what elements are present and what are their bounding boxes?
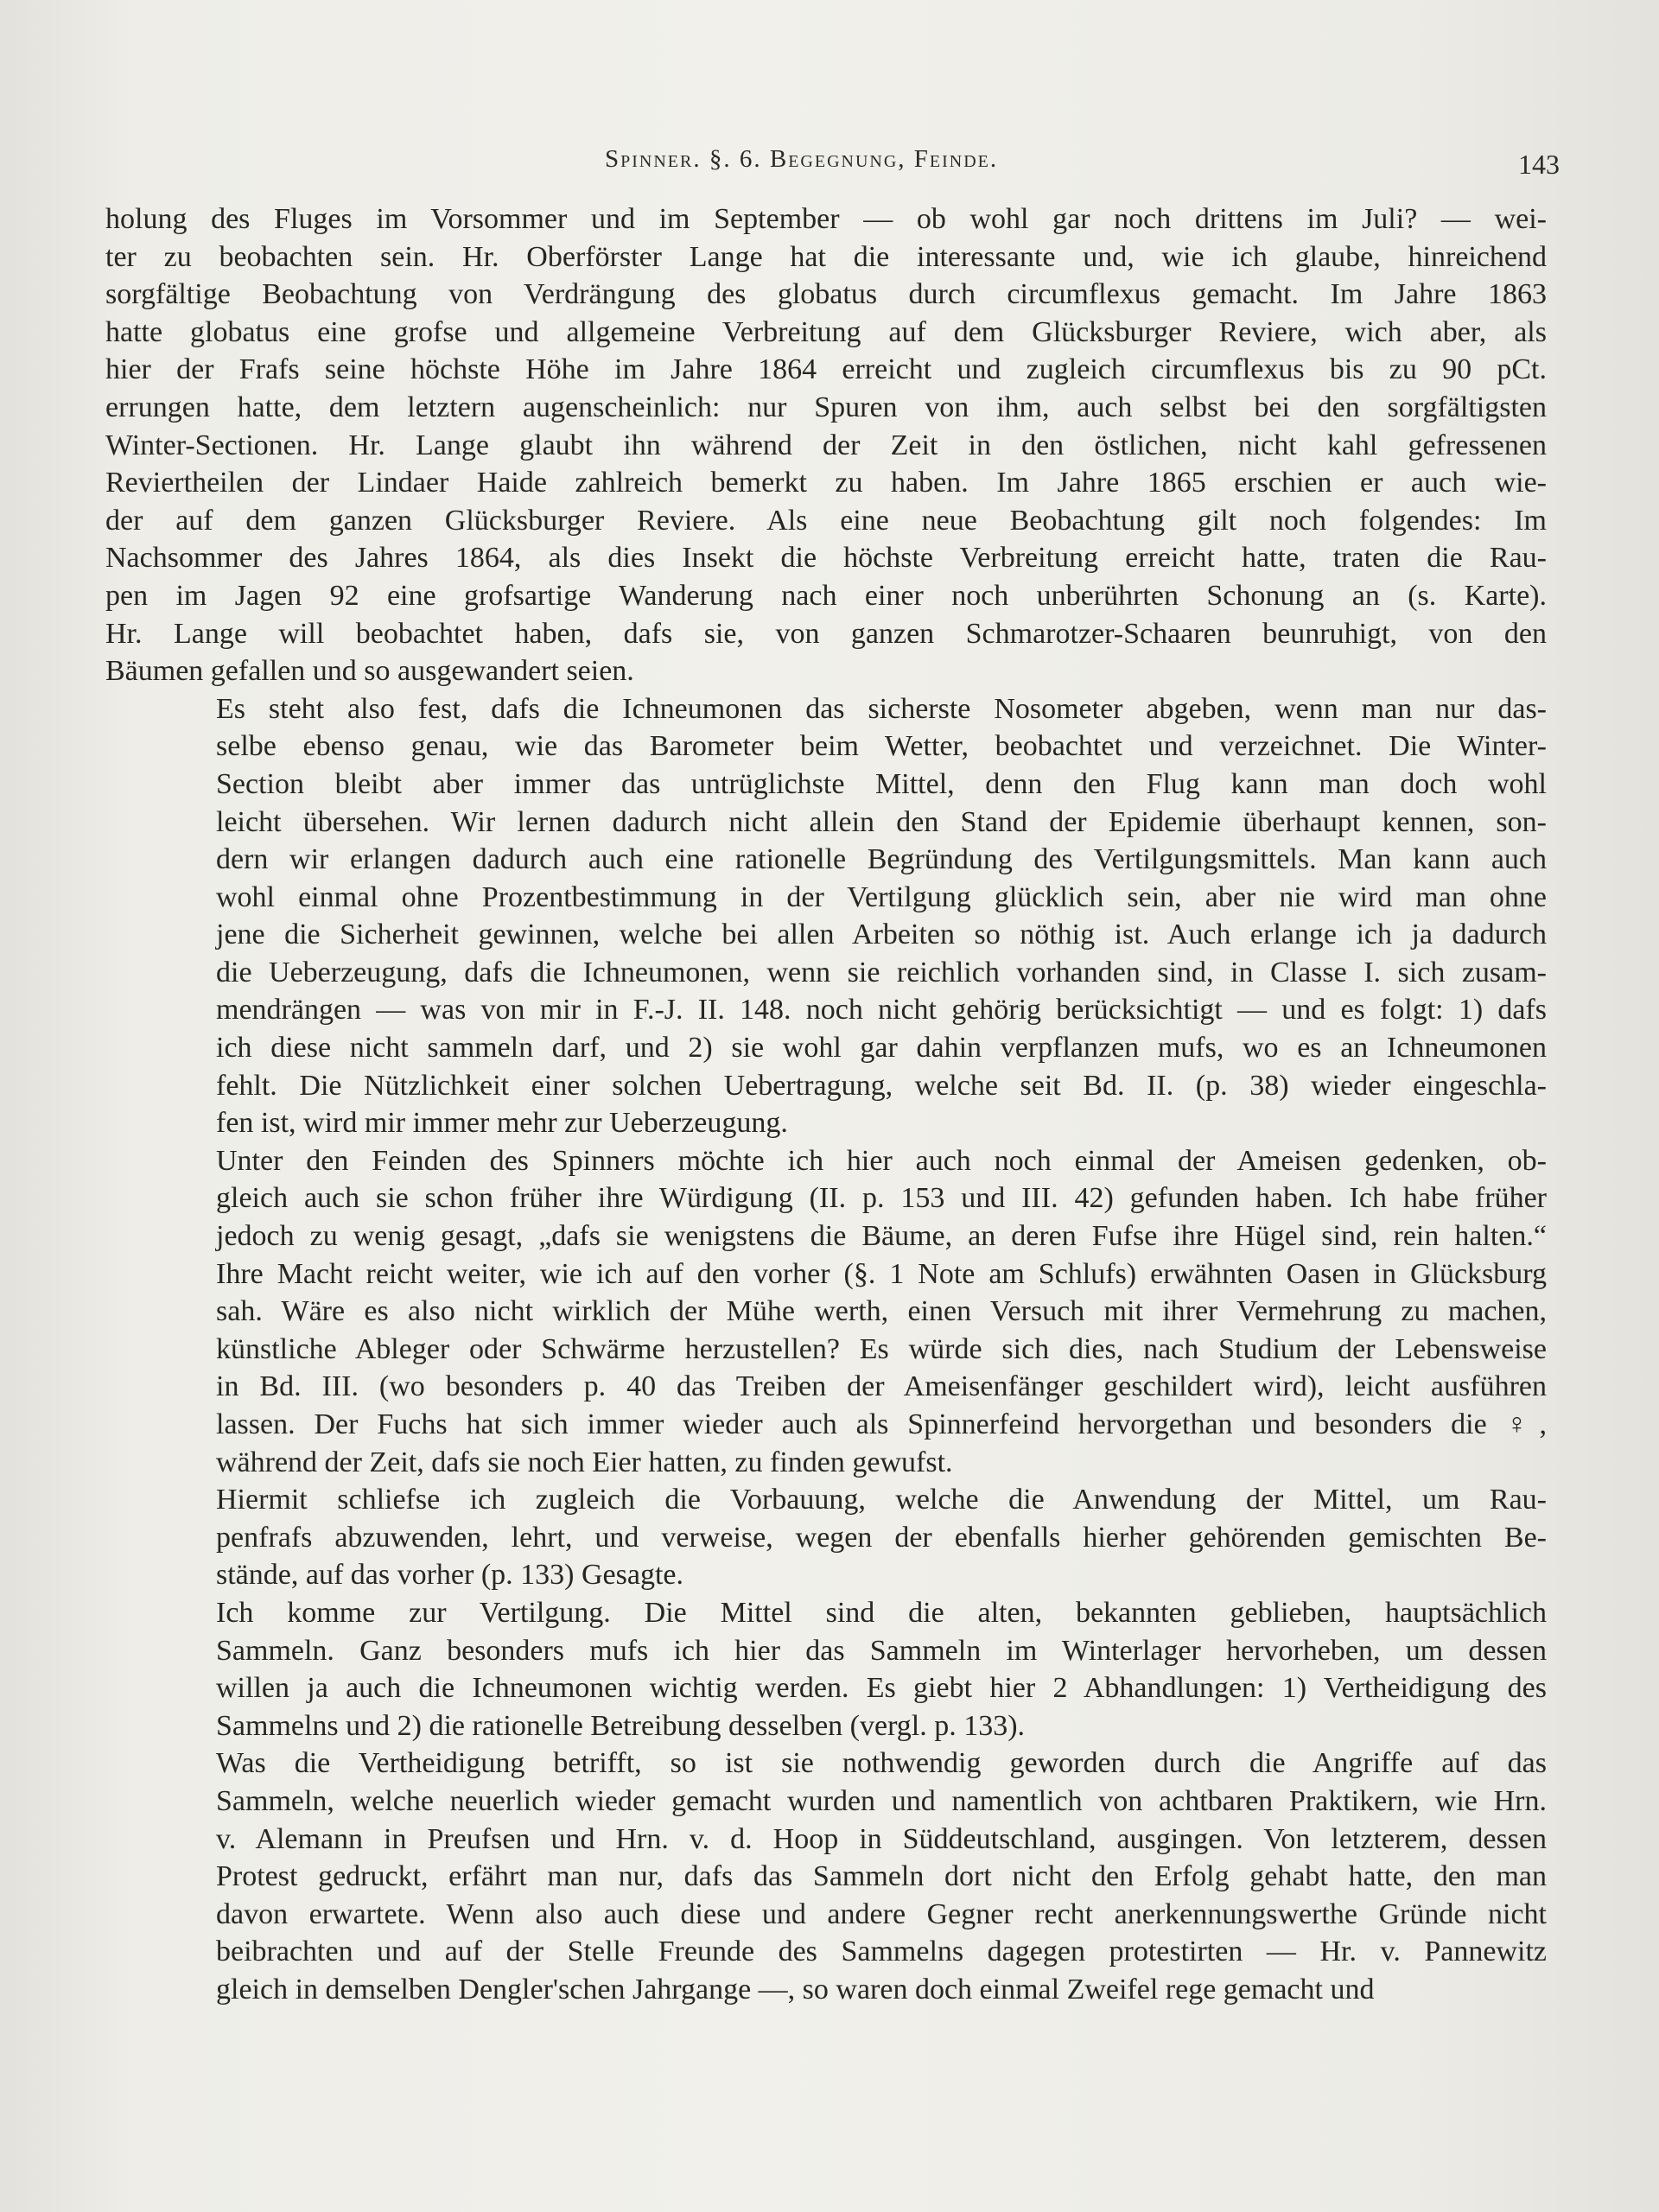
text-line: während der Zeit, dafs sie noch Eier hatten, zu finden gewufst.	[216, 1446, 953, 1478]
text-line: Winter-Sectionen. Hr. Lange glaubt ihn während der Zeit in den östlichen, nicht kahl gefressenen	[105, 429, 1547, 461]
text-line: Sammelns und 2) die rationelle Betreibung desselben (vergl. p. 133).	[216, 1709, 1026, 1742]
paragraph	[105, 1481, 1547, 1594]
text-line: ter zu beobachten sein. Hr. Oberförster Lange hat die interessante und, wie ich glaube, hinreichend	[105, 240, 1547, 273]
text-line: jedoch zu wenig gesagt, „dafs sie wenigstens die Bäume, an deren Fufse ihre Hügel sind, rein halten.“	[216, 1220, 1547, 1253]
text-line: gleich auch sie schon früher ihre Würdigung (II. p. 153 und III. 42) gefunden haben. Ich habe früher	[216, 1182, 1547, 1215]
text-line: sah. Wäre es also nicht wirklich der Mühe werth, einen Versuch mit ihrer Vermehrung zu machen,	[216, 1295, 1547, 1328]
text-line: willen ja auch die Ichneumonen wichtig werden. Es giebt hier 2 Abhandlungen: 1) Vertheidigung des	[216, 1672, 1547, 1705]
page-number: 143	[1518, 149, 1560, 180]
text-line: Ich komme zur Vertilgung. Die Mittel sind die alten, bekannten geblieben, hauptsächlich	[216, 1596, 1547, 1629]
text-line: ich diese nicht sammeln darf, und 2) sie wohl gar dahin verpflanzen mufs, wo es an Ichneumonen	[216, 1032, 1547, 1065]
text-line: Unter den Feinden des Spinners möchte ich hier auch noch einmal der Ameisen gedenken, ob-	[216, 1144, 1547, 1177]
text-line: Reviertheilen der Lindaer Haide zahlreich bemerkt zu haben. Im Jahre 1865 erschien er auch wie-	[105, 467, 1547, 499]
text-line: Bäumen gefallen und so ausgewandert seien.	[105, 655, 634, 688]
text-line: gleich in demselben Dengler'schen Jahrgange —, so waren doch einmal Zweifel rege gemacht und	[216, 1973, 1375, 2005]
text-line: Protest gedruckt, erfährt man nur, dafs das Sammeln dort nicht den Erfolg gehabt hatte, den man	[216, 1860, 1547, 1893]
text-line: fehlt. Die Nützlichkeit einer solchen Uebertragung, welche seit Bd. II. (p. 38) wieder eingeschla-	[216, 1069, 1547, 1102]
text-line: die Ueberzeugung, dafs die Ichneumonen, wenn sie reichlich vorhanden sind, in Classe I. sich zusam-	[216, 956, 1547, 988]
text-line: Hiermit schliefse ich zugleich die Vorbauung, welche die Anwendung der Mittel, um Rau-	[216, 1484, 1547, 1516]
text-line: beibrachten und auf der Stelle Freunde des Sammelns dagegen protestirten — Hr. v. Pannewitz	[216, 1936, 1547, 1968]
text-line: dern wir erlangen dadurch auch eine rationelle Begründung des Vertilgungsmittels. Man kann auch	[216, 843, 1547, 876]
text-line: Section bleibt aber immer das untrüglichste Mittel, denn den Flug kann man doch wohl	[216, 767, 1547, 800]
text-line: hier der Frafs seine höchste Höhe im Jahre 1864 erreicht und zugleich circumflexus bis zu 90 pCt.	[105, 353, 1547, 386]
text-line: künstliche Ableger oder Schwärme herzustellen? Es würde sich dies, nach Studium der Lebensweise	[216, 1332, 1547, 1365]
text-line: penfrafs abzuwenden, lehrt, und verweise, wegen der ebenfalls hierher gehörenden gemischten Be-	[216, 1521, 1547, 1554]
text-line: fen ist, wird mir immer mehr zur Ueberzeugung.	[216, 1107, 788, 1140]
paragraph	[105, 1745, 1547, 2008]
text-line: Was die Vertheidigung betrifft, so ist sie nothwendig geworden durch die Angriffe auf das	[216, 1747, 1547, 1780]
text-line: lassen. Der Fuchs hat sich immer wieder auch als Spinnerfeind hervorgethan und besonders die ♀,	[216, 1408, 1547, 1440]
text-line: stände, auf das vorher (p. 133) Gesagte.	[216, 1559, 683, 1592]
text-line: Nachsommer des Jahres 1864, als dies Insekt die höchste Verbreitung erreicht hatte, traten die Rau-	[105, 542, 1547, 575]
text-line: errungen hatte, dem letztern augenscheinlich: nur Spuren von ihm, auch selbst bei den sorgfältigsten	[105, 391, 1547, 423]
paragraph	[105, 690, 1547, 1142]
text-line: Es steht also fest, dafs die Ichneumonen das sicherste Nosometer abgeben, wenn man nur das-	[216, 692, 1547, 725]
text-line: der auf dem ganzen Glücksburger Reviere. Als eine neue Beobachtung gilt noch folgendes: Im	[105, 504, 1547, 537]
running-title: Spinner. §. 6. Begegnung, Feinde.	[605, 145, 999, 173]
text-line: in Bd. III. (wo besonders p. 40 das Treiben der Ameisenfänger geschildert wird), leicht ausführen	[216, 1370, 1547, 1403]
text-line: Sammeln. Ganz besonders mufs ich hier das Sammeln im Winterlager hervorheben, um dessen	[216, 1634, 1547, 1667]
text-line: v. Alemann in Preufsen und Hrn. v. d. Hoop in Süddeutschland, ausgingen. Von letzterem, dessen	[216, 1822, 1547, 1855]
body-text	[105, 200, 1547, 2009]
text-line: selbe ebenso genau, wie das Barometer beim Wetter, beobachtet und verzeichnet. Die Winter-	[216, 730, 1547, 763]
text-line: Sammeln, welche neuerlich wieder gemacht wurden und namentlich von achtbaren Praktikern, wie Hrn.	[216, 1784, 1547, 1817]
text-line: sorgfältige Beobachtung von Verdrängung des globatus durch circumflexus gemacht. Im Jahre 1863	[105, 278, 1547, 311]
text-line: Ihre Macht reicht weiter, wie ich auf den vorher (§. 1 Note am Schlufs) erwähnten Oasen in Glücksburg	[216, 1257, 1547, 1290]
text-line: leicht übersehen. Wir lernen dadurch nicht allein den Stand der Epidemie überhaupt kennen, son-	[216, 805, 1547, 838]
text-line: holung des Fluges im Vorsommer und im September — ob wohl gar noch drittens im Juli? — wei-	[105, 203, 1547, 235]
paragraph	[105, 1594, 1547, 1745]
text-line: hatte globatus eine grofse und allgemeine Verbreitung auf dem Glücksburger Reviere, wich aber, als	[105, 315, 1547, 348]
text-line: mendrängen — was von mir in F.-J. II. 148. noch nicht gehörig berücksichtigt — und es folgt: 1) dafs	[216, 994, 1547, 1027]
text-line: wohl einmal ohne Prozentbestimmung in der Vertilgung glücklich sein, aber nie wird man ohne	[216, 880, 1547, 913]
paragraph	[105, 200, 1547, 690]
text-line: Hr. Lange will beobachtet haben, dafs sie, von ganzen Schmarotzer-Schaaren beunruhigt, von den	[105, 617, 1547, 650]
text-line: davon erwartete. Wenn also auch diese und andere Gegner recht anerkennungswerthe Gründe nicht	[216, 1897, 1547, 1930]
paragraph	[105, 1142, 1547, 1481]
text-line: pen im Jagen 92 eine grofsartige Wanderung nach einer noch unberührten Schonung an (s. Karte).	[105, 579, 1547, 612]
page-header	[104, 145, 1560, 188]
text-line: jene die Sicherheit gewinnen, welche bei allen Arbeiten so nöthig ist. Auch erlange ich ja dadurch	[216, 918, 1547, 951]
